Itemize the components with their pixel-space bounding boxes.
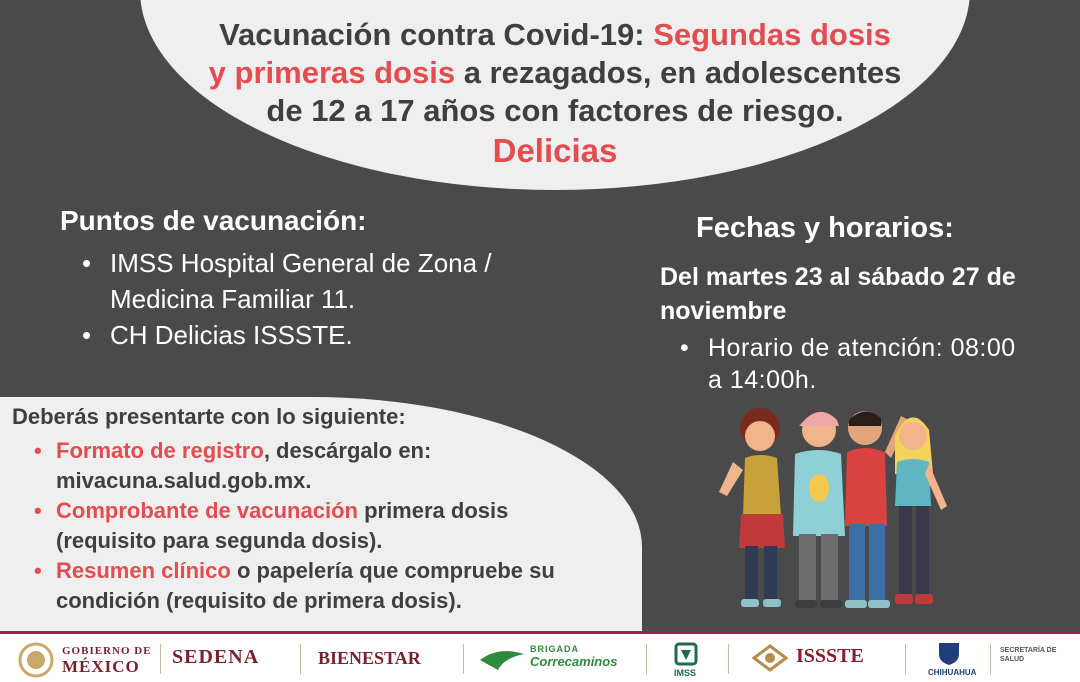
boy-cap-figure <box>793 412 845 608</box>
logo-divider <box>905 644 906 674</box>
requirements-list <box>30 436 610 616</box>
logo-divider <box>160 644 161 674</box>
imss-logo: IMSS <box>674 668 697 678</box>
chihuahua-shield-icon <box>936 640 962 666</box>
logo-divider <box>300 644 301 674</box>
mexico-seal-icon <box>18 642 54 678</box>
dates-range: Del martes 23 al sábado 27 de noviembre <box>660 263 1016 325</box>
sedena-logo: SEDENA <box>172 646 260 668</box>
hours-item: • Horario de atención: 08:00 a 14:00h. <box>680 332 1020 396</box>
requirement-text: o papelería que compruebe su condición (requisito de primera dosis). <box>56 558 555 613</box>
list-item <box>30 556 610 616</box>
requirement-text: , descárgalo en: mivacuna.salud.gob.mx. <box>56 438 432 493</box>
list-item: • CH Delicias ISSSTE. <box>80 317 520 353</box>
headline-line3: de 12 a 17 años con factores de riesgo. <box>266 93 844 128</box>
dates-title: Fechas y horarios: <box>696 212 954 244</box>
secretaria-salud-logo: SECRETARÍA DE SALUD <box>1000 647 1057 663</box>
brigada-bird-icon <box>478 646 526 672</box>
bienestar-logo: BIENESTAR <box>318 648 421 668</box>
logo-divider <box>990 644 991 674</box>
headline-line2-b: a rezagados, en adolescentes <box>455 55 902 90</box>
headline-line1-b: Segundas dosis <box>653 17 891 52</box>
city-name: Delicias <box>492 132 618 169</box>
brigada-logo <box>530 644 617 669</box>
gob-bottom-text: MÉXICO <box>62 657 140 676</box>
logo-divider <box>646 644 647 674</box>
gob-top-text: GOBIERNO DE <box>62 645 152 657</box>
issste-emblem-icon <box>752 644 788 672</box>
girl-blonde-figure <box>895 417 947 604</box>
headline-line2-a: y primeras dosis <box>208 55 456 90</box>
issste-logo: ISSSTE <box>796 645 864 667</box>
teenagers-illustration <box>715 396 965 628</box>
footer-logos <box>0 631 1080 682</box>
chihuahua-logo: CHIHUAHUA <box>928 668 977 677</box>
list-item <box>30 436 610 496</box>
points-list <box>80 245 520 353</box>
brigada-bottom-text: Correcaminos <box>530 654 618 669</box>
hours-list <box>680 332 1020 396</box>
list-item <box>30 496 610 556</box>
headline <box>150 16 960 170</box>
points-title: Puntos de vacunación: <box>60 205 367 236</box>
requirement-highlight: Formato de registro <box>56 438 264 463</box>
headline-line1-a: Vacunación contra Covid-19: <box>219 17 654 52</box>
brigada-top-text: BRIGADA <box>530 644 579 654</box>
logo-divider <box>728 644 729 674</box>
girl-left-figure <box>719 408 785 607</box>
requirement-text: primera dosis (requisito para segunda dosis). <box>56 498 509 553</box>
requirement-highlight: Comprobante de vacunación <box>56 498 358 523</box>
gob-mexico-logo <box>62 645 152 676</box>
requirement-highlight: Resumen clínico <box>56 558 231 583</box>
requirements-title: Deberás presentarte con lo siguiente: <box>12 404 406 429</box>
logo-divider <box>463 644 464 674</box>
list-item: • IMSS Hospital General de Zona / Medicina Familiar 11. <box>80 245 520 317</box>
imss-emblem-icon <box>672 642 700 666</box>
